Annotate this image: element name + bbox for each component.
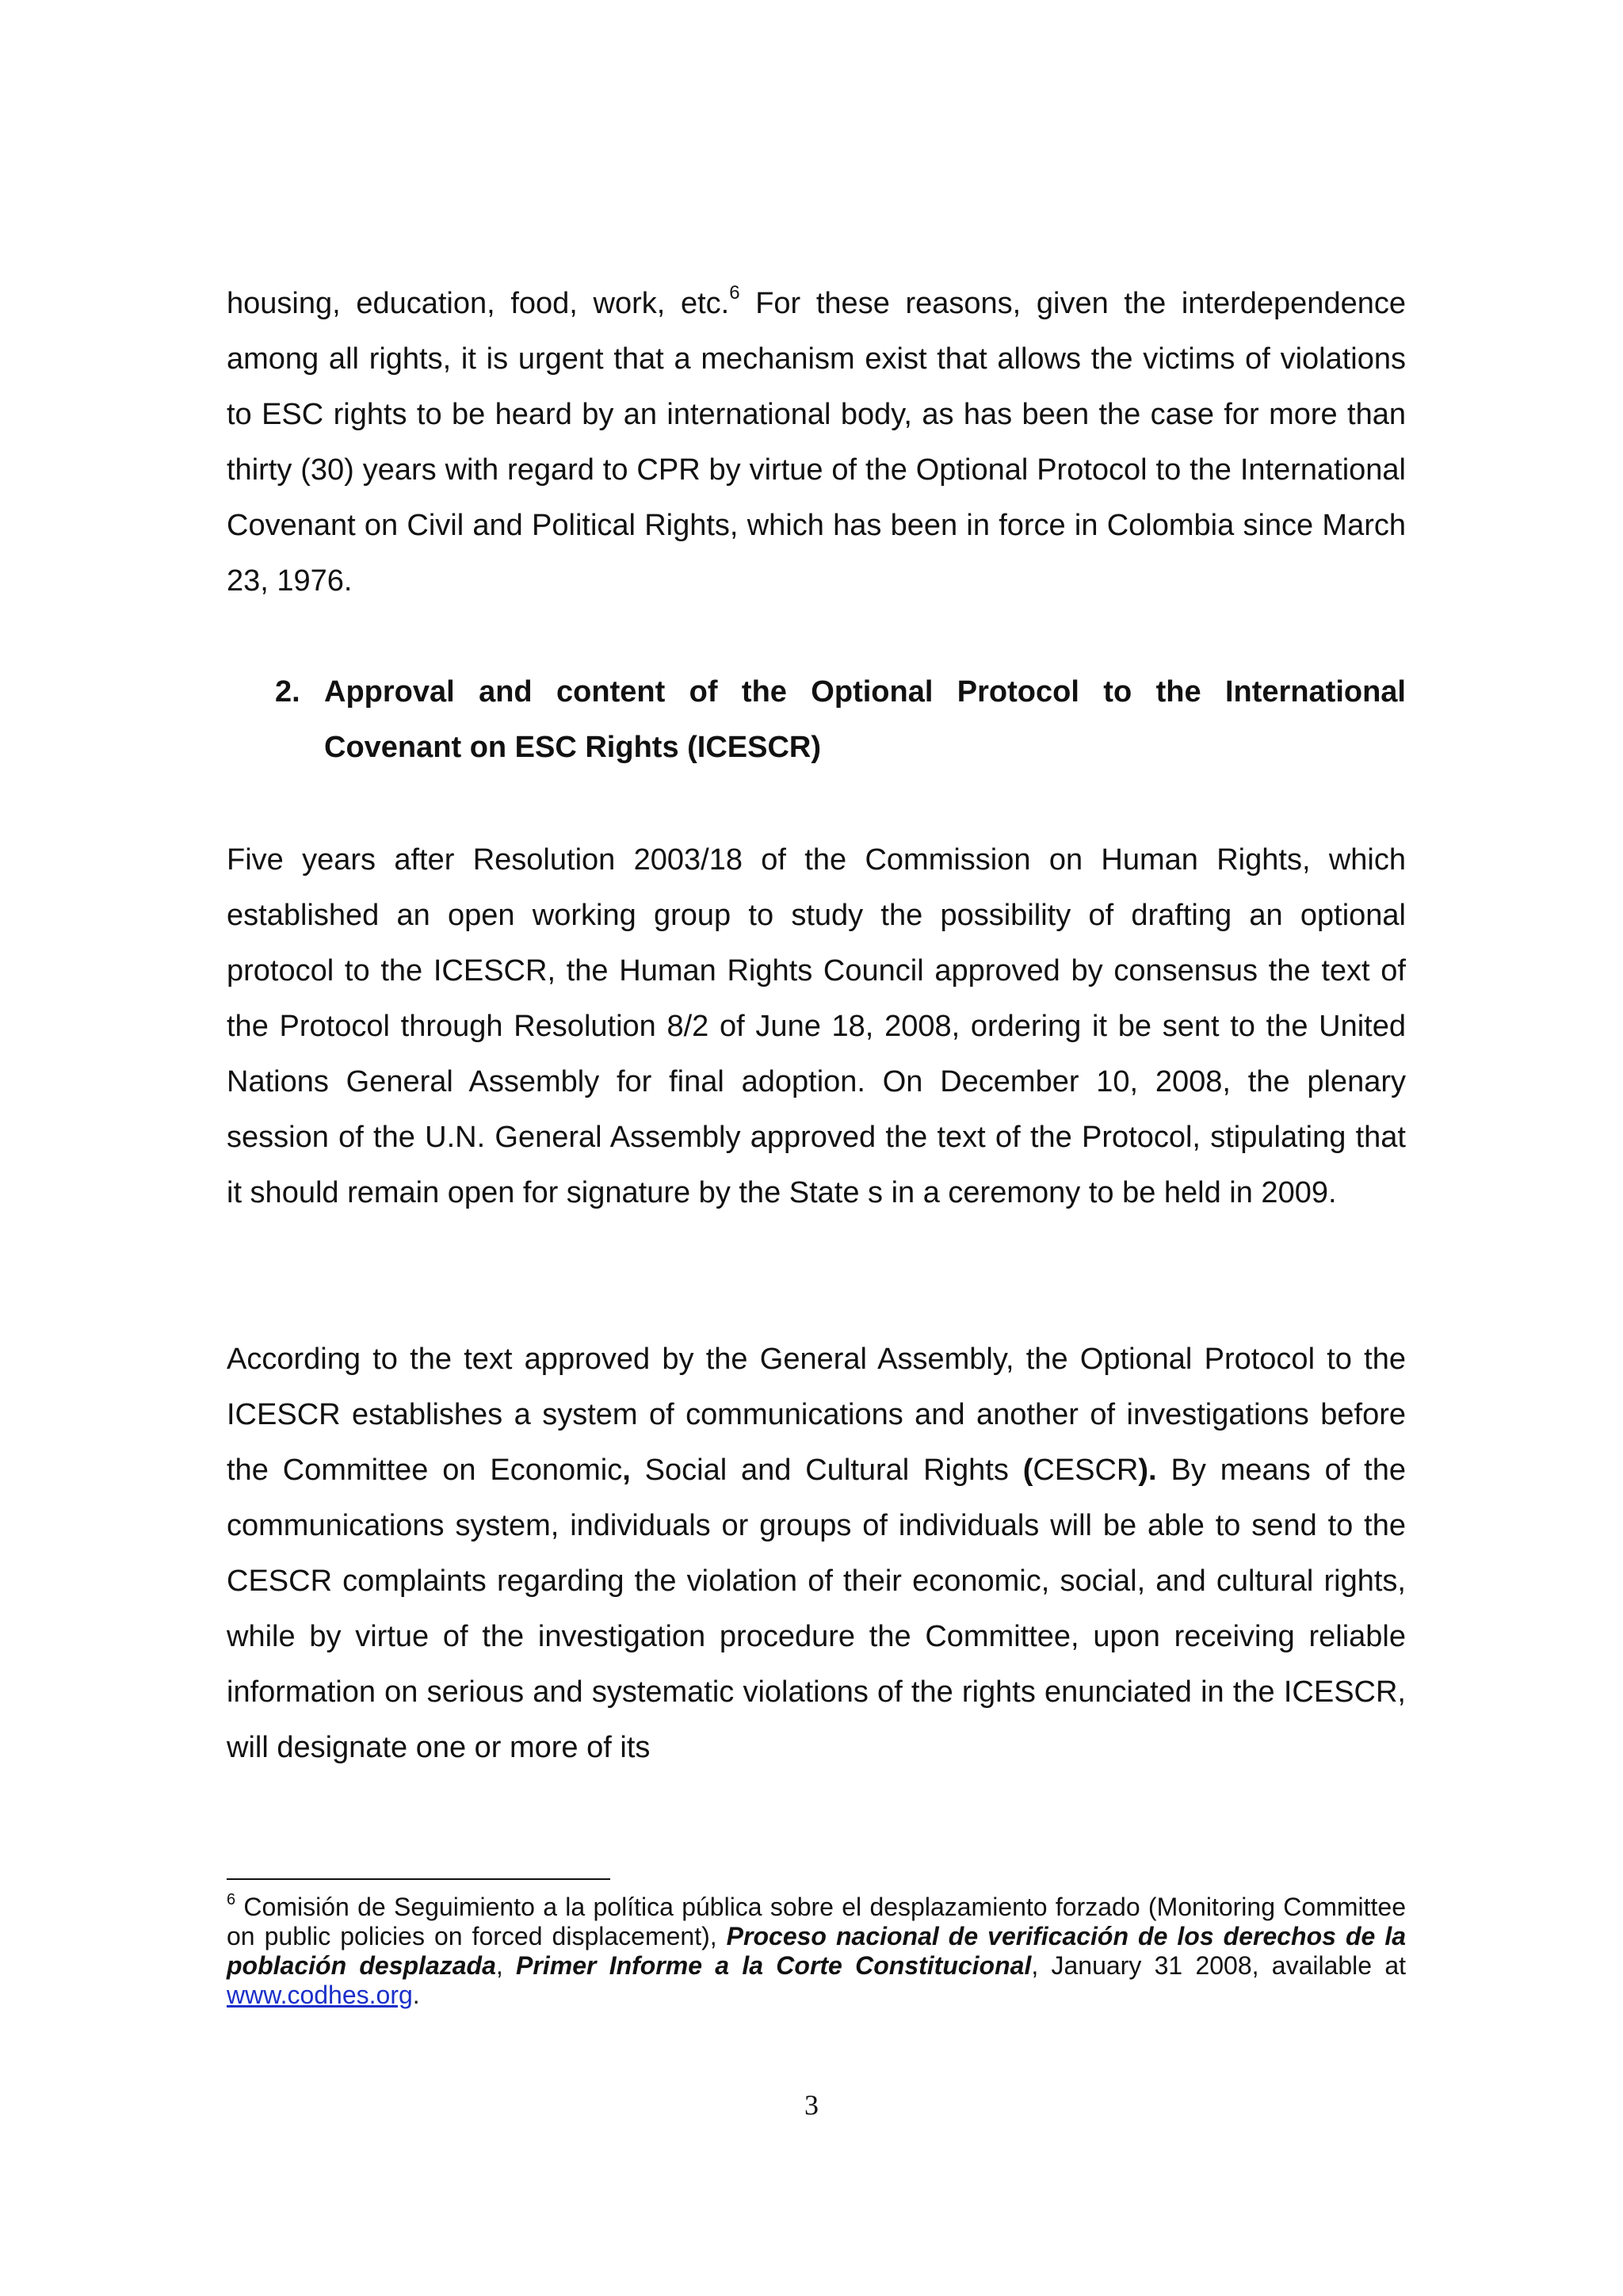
page-number: 3 [804, 2089, 819, 2121]
para1-text-after-ref: For these reasons, given the interdependence among all rights, it is urgent that a mechanism exist that allows the victims of violations to ESC rights to be heard by an international body, as has been the case for more than thirty (30) years with regard to CPR by virtue of the Optional Protocol to the International Covenant on Civil and Political Rights, which has been in force in Colombia since March 23, 1976. [227, 287, 1406, 598]
para3-text-3: CESCR [1033, 1454, 1139, 1487]
footnote-reference-6[interactable]: 6 [729, 282, 740, 304]
footnote-6 [227, 1893, 1406, 2010]
footnote-number: 6 [227, 1891, 236, 1908]
footnote-text-1: Comisión de Seguimiento a la política pública sobre el desplazamiento forzado (Monitoring Committee on public policies on forced displacement), [227, 1893, 1406, 1950]
section-title: Approval and content of the Optional Protocol to the International Covenant on ESC Rights (ICESCR) [324, 675, 1406, 764]
footnote-separator [227, 1878, 610, 1880]
para3-bold-close-paren: ). [1138, 1454, 1157, 1487]
codhes-link[interactable]: www.codhes.org [227, 1981, 413, 2009]
footnote-text-2: , [495, 1951, 517, 1980]
footnote-text-4: . [412, 1981, 420, 2009]
footnote-text-3: , January 31 2008, available at [1031, 1951, 1407, 1980]
para2-text: Five years after Resolution 2003/18 of the Commission on Human Rights, which established an open working group to study the possibility of drafting an optional protocol to the ICESCR, the Human Rights Council approved by consensus the text of the Protocol through Resolution 8/2 of June 18, 2008, ordering it be sent to the United Nations General Assembly for final adoption. On December 10, 2008, the plenary session of the U.N. General Assembly approved the text of the Protocol, stipulating that it should remain open for signature by the State s in a ceremony to be held in 2009. [227, 843, 1406, 1209]
footnote-italic-title-2: Primer Informe a la Corte Constitucional [516, 1951, 1032, 1980]
body-paragraph-3 [227, 1331, 1406, 1775]
section-number: 2. [275, 675, 300, 709]
para3-bold-comma: , [622, 1454, 631, 1487]
para3-bold-open-paren: ( [1022, 1454, 1033, 1487]
footnote-italic-title-1: Proceso nacional de verificación de los derechos de la población desplazada [227, 1922, 1407, 1980]
para3-text-2: Social and Cultural Rights [630, 1454, 1023, 1487]
body-paragraph-1 [227, 276, 1406, 609]
section-heading [275, 664, 1406, 775]
para1-text-before-ref: housing, education, food, work, etc. [227, 287, 730, 320]
body-paragraph-2 [227, 832, 1406, 1221]
para3-text-4: By means of the communications system, individuals or groups of individuals will be able to send to the CESCR complaints regarding the violation of their economic, social, and cultural rights, while by virtue of the investigation procedure the Committee, upon receiving reliable information on serious and systematic violations of the rights enunciated in the ICESCR, will designate one or more of its [227, 1454, 1406, 1764]
para3-text-1: According to the text approved by the General Assembly, the Optional Protocol to the ICESCR establishes a system of communications and another of investigations before the Committee on Economic [227, 1343, 1406, 1487]
